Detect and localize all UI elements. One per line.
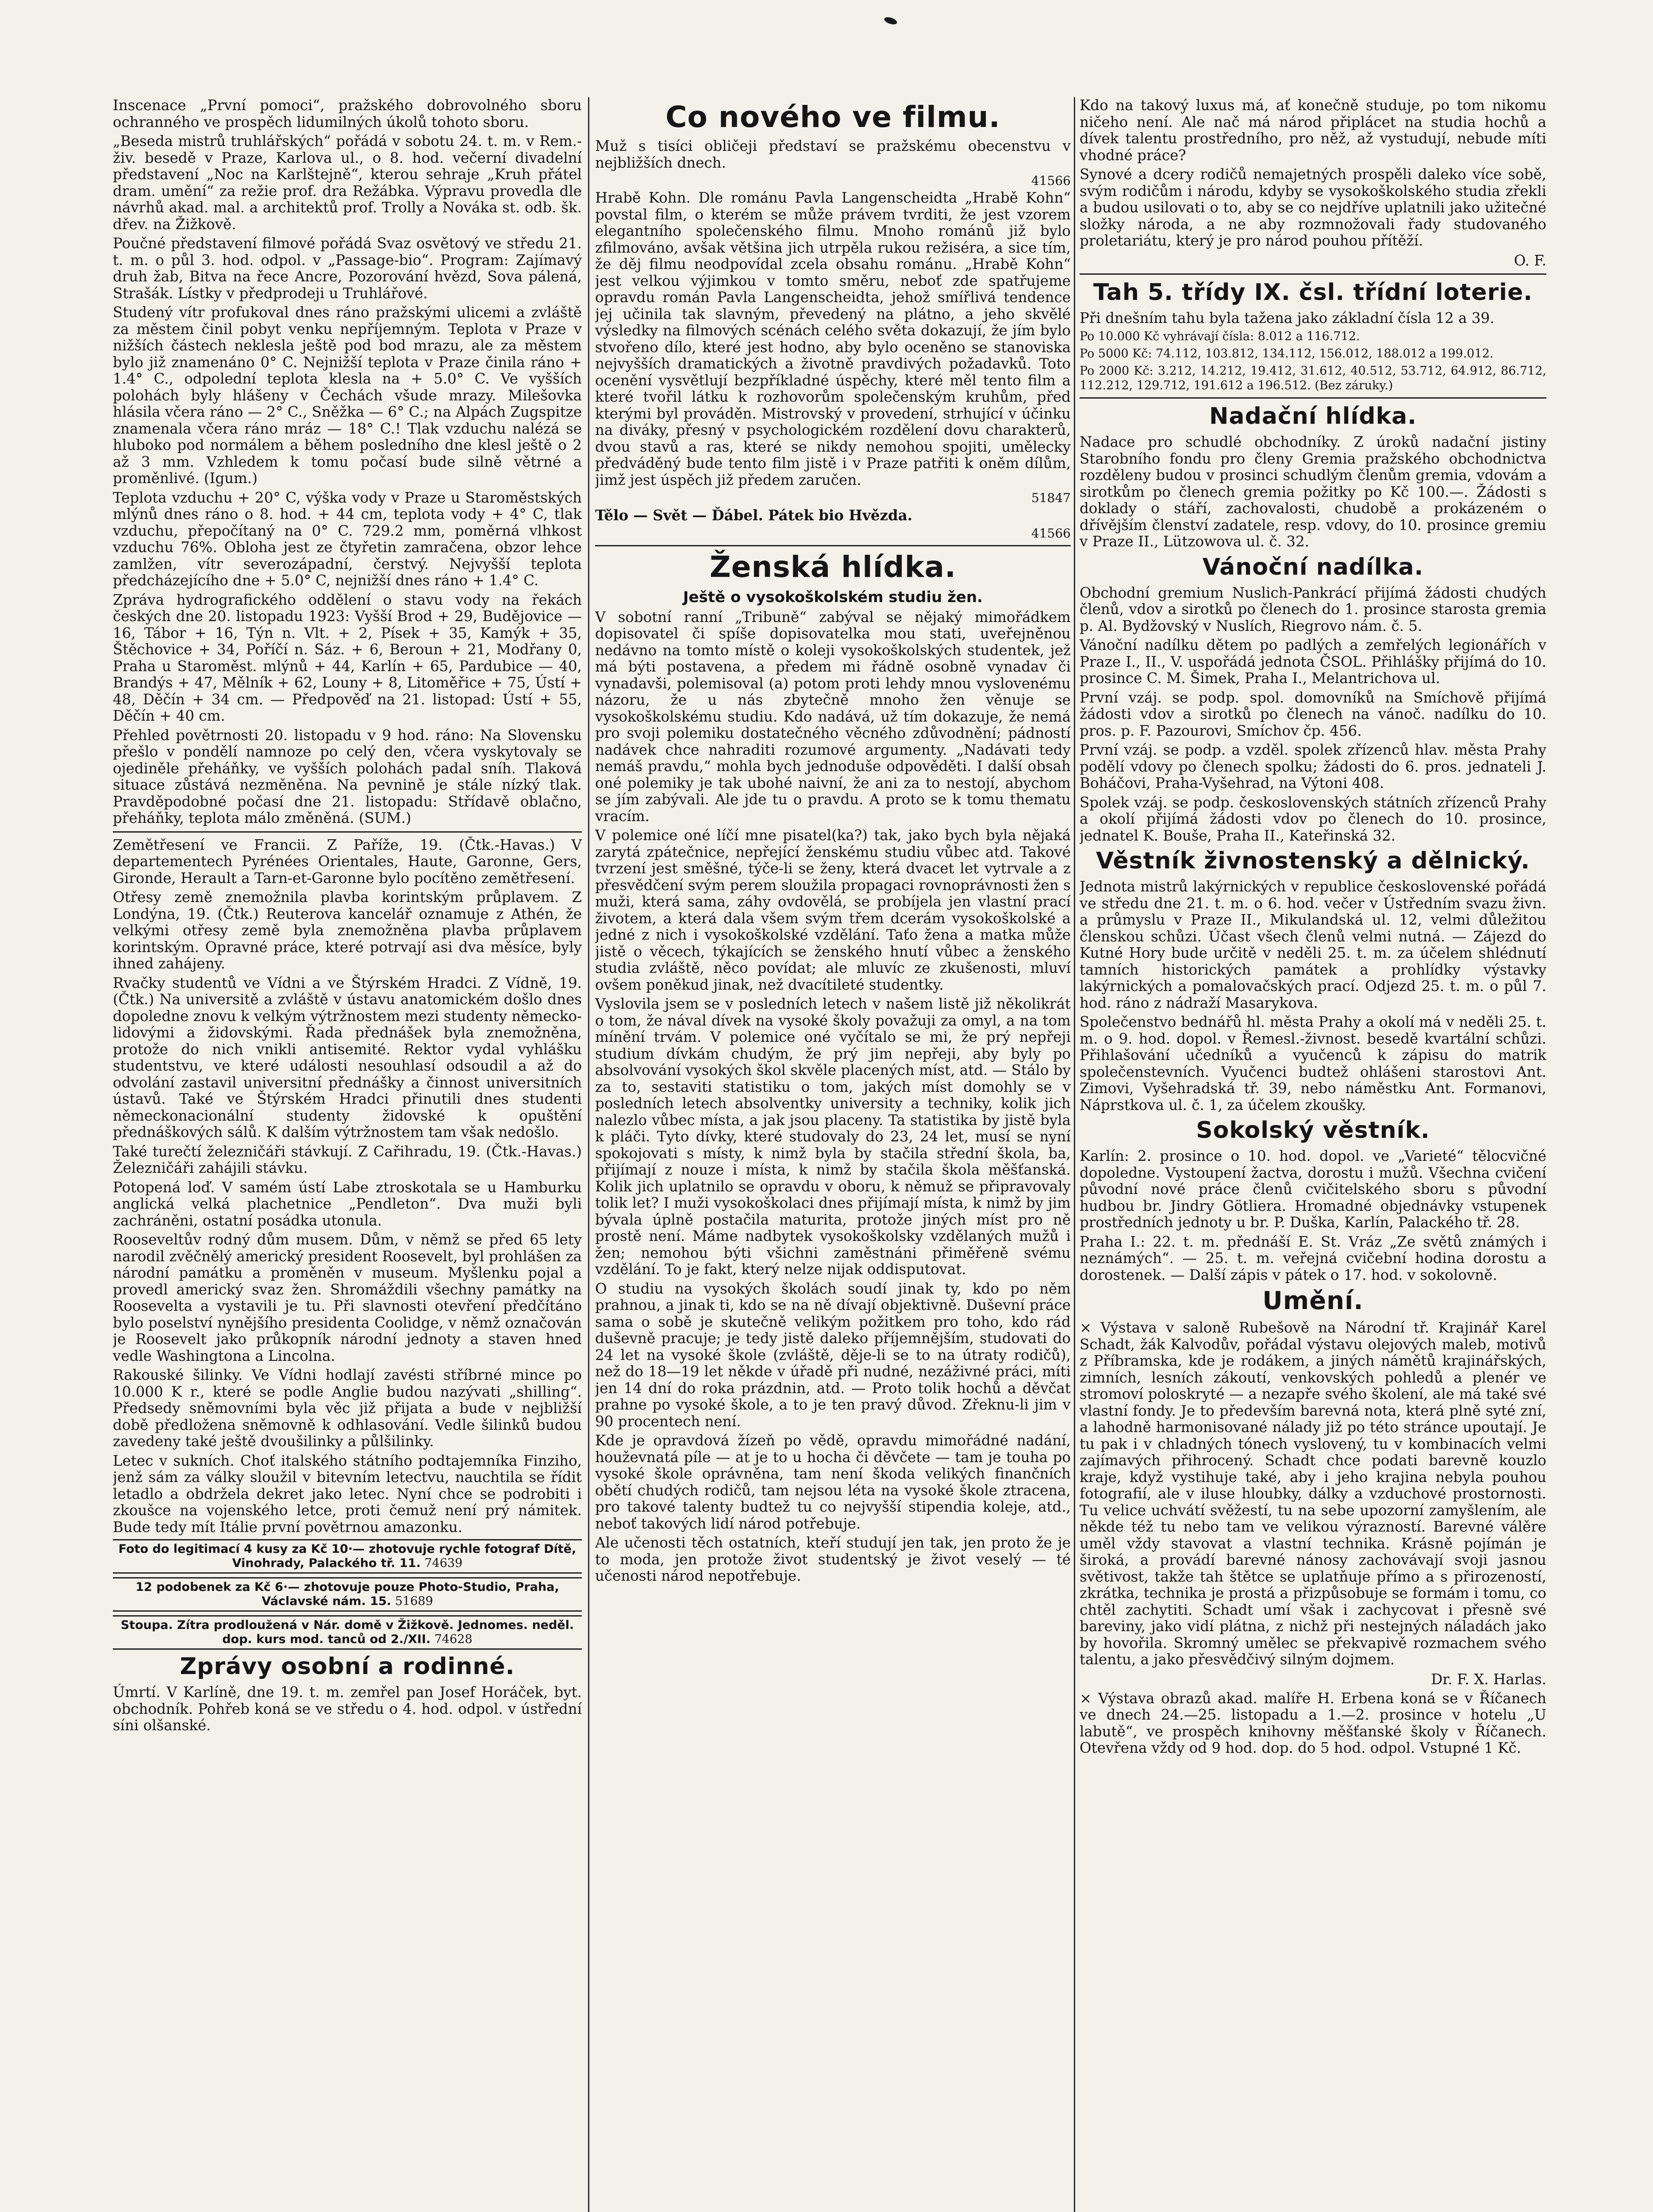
author-signature: O. F. (1514, 252, 1546, 269)
ad-number: 41566 (1031, 173, 1071, 188)
newspaper-page (113, 97, 1546, 2212)
foreign-news-item: Rakouské šilinky. Ve Vídni hodlají zavésti stříbrné mince po 10.000 K r., které se podle Anglie budou nazývati „shilling“. Předsedy sněmovními byla věc již přijata a bude v nejbližší době předložena sněmovně k odhlasování. Vedle šilinků budou zavedeny také ještě dvoušilinky a půlšilinky. (113, 1367, 582, 1450)
lottery-line: Po 10.000 Kč vyhrávají čísla: 8.012 a 116.712. (1080, 330, 1360, 343)
notice-paragraph: Teplota vzduchu + 20° C, výška vody v Praze u Staroměstských mlýnů dnes ráno o 8. hod. + 44 cm, teplota vody + 4° C, tlak vzduchu, přepočítaný na 0° C. 729.2 mm, poměrná vlhkost vzduchu 76%. Obloha jest ze čtyřetin zamračena, obzor lehce zamlžen, vítr severozápadní, čerstvý. Nejvyšší teplota předcházejícího dne + 5.0° C, nejnižší dnes ráno + 1.4° C. (113, 489, 582, 589)
section-heading-women: Ženská hlídka. (709, 549, 957, 584)
section-divider (1080, 273, 1546, 275)
article-paragraph: O studiu na vysokých školách soudí jinak ty, kdo po něm prahnou, a jinak ti, kdo se na ně dívají objektivně. Duševní práce sama o sobě je skutečně velikým požitkem pro toho, kdo rád duševně pracuje; je tedy jistě daleko příjemnějším, studovati do 24 let na vysoké škole (zvláště, děje-li se to na útraty rodičů), než do 18—19 let někde v úřadě při nudné, nezáživné práci, míti jen 14 dní do roka prázdnin, atd. — Proto tolik hochů a děvčat prahne po vysoké škole, a to je ten pravý důvod. Zřeknu-li jim v 90 procentech není. (595, 1280, 1071, 1430)
notice-paragraph: „Beseda mistrů truhlářských“ pořádá v sobotu 24. t. m. v Rem.-živ. besedě v Praze, Karlova ul., o 8. hod. večerní divadelní představení „Noc na Karlštejně“, kterou sehraje „Kruh přátel dram. umění“ za režie prof. dra Režábka. Výpravu provedla dle návrhů akad. mal. a architektů prof. Trolly a Nováka st. odb. šk. dřev. na Žižkově. (113, 133, 582, 233)
page-corner-mark (884, 16, 898, 26)
article-paragraph: V polemice oné líčí mne pisatel(ka?) tak, jako bych byla nějaká zarytá zpátečnice, nepřející ženskému studiu vůbec atd. Takové tvrzení jest směšné, týče-li se ženy, která dvacet let vytrvale a z přesvědčení svým perem sloužila propagaci rovnoprávnosti žen s muži, která sama, záhy ovdovělá, se probíjela jen vlastní prací životem, a která dala všem svým třem dcerám vysokoškolské a jedné z nich i vysokoškolské vzdělání. Taťo žena a matka může jistě o věcech, týkajících se ženského hnutí vůbec a ženského studia zvláště, něco povídat; ale mluvíc ze zkušenosti, mluví ovšem poněkud jinak, než dvacítileté studentky. (595, 827, 1071, 993)
classified-ad (113, 1539, 582, 1574)
section-heading-fund: Nadační hlídka. (1209, 403, 1417, 430)
ad-number: 51847 (1031, 491, 1071, 505)
article-paragraph: První vzáj. se podp. a vzděl. spolek zřízenců hlav. města Prahy podělí vdovy po členech spolku; žádosti do 6. pros. jednateli J. Boháčovi, Praha-Vyšehrad, na Výtoni 408. (1080, 741, 1546, 791)
section-heading-trade: Věstník živnostenský a dělnický. (1096, 848, 1530, 874)
ad-text: Stoupa. Zítra prodloužená v Nár. domě v Žižkově. Jednomes. neděl. dop. kurs mod. tanců od 2./XII. (120, 1618, 574, 1646)
article-subheading: Ještě o vysokoškolském studiu žen. (683, 588, 983, 606)
article-paragraph: Vyslovila jsem se v posledních letech v našem listě již několikrát o tom, že nával dívek na vysoké školy považuji za omyl, a na tom mínění trvám. V polemice oné vyčítalo se mi, že prý nepřeji studium dívkám chudým, že prý jim nepřeji, aby byly po absolvování vysokých škol skvěle placených míst, atd. — Stálo by za to, sestaviti statistiku o tom, jakých míst domohly se v posledních letech absolventky university a techniky, kolik jich nalezlo vůbec místa, a jak jsou placeny. Ta statistika by jistě byla k pláči. Tyto dívky, které studovaly do 23, 24 let, musí se nyní spokojovati s místy, k nimž byla by stačila střední škola, ba, přijímají z nouze i místa, k nimž by stačila škola měšťanská. Kolik jich uplatnilo se opravdu v oboru, k němuž se připravovaly tolik let? I muži vysokoškolaci dnes přijímají místa, k nimž by jim bývala úplně postačila maturita, protože jiných míst pro ně prostě není. Máme nadbytek vysokoškolsky vzdělaných mužů i žen; nemohou býti všichni zaměstnáni přiměřeně svému vzdělání. To je fakt, který nelze nijak oddisputovat. (595, 995, 1071, 1278)
film-item: Tělo — Svět — Ďábel. Pátek bio Hvězda. (595, 507, 913, 524)
article-paragraph: Ale učenosti těch ostatních, kteří studují jen tak, jen proto že je to moda, jen protože život studentský je život veselý — té učenosti národ nepotřebuje. (595, 1534, 1071, 1584)
article-paragraph: Nadace pro schudlé obchodníky. Z úroků nadační jistiny Starobního fondu pro členy Gremia pražského obchodnictva rozděleny budou v prosinci schudlým členům gremia, vdovám a sirotkům po členech gremia požitky po Kč 100.—. Žádosti s doklady o stáří, zachovalosti, chudobě a prokázeném o dřívějším členství zadatele, resp. vdovy, do 10. prosince gremiu v Praze II., Lützowova ul. č. 32. (1080, 434, 1546, 550)
foreign-news-item: Také turečtí železničáři stávkují. Z Cařihradu, 19. (Čtk.-Havas.) Železničáři zahájili stávku. (113, 1143, 582, 1176)
column-left (113, 97, 582, 2212)
article-paragraph: Praha I.: 22. t. m. přednáší E. St. Vráz „Ze světů známých i neznámých“. — 25. t. m. veřejná cvičební hodina dorostu a dorostenek. — Další zápis v pátek o 17. hod. v sokolovně. (1080, 1233, 1546, 1283)
film-item: Muž s tisíci obličeji představí se pražskému obecenstvu v nejbližších dnech. (595, 138, 1071, 171)
section-heading-art: Umění. (1262, 1286, 1364, 1315)
section-heading-lottery: Tah 5. třídy IX. čsl. třídní loterie. (1093, 279, 1533, 306)
foreign-news-item: Letec v sukních. Choť italského státního podtajemníka Finziho, jenž sám za války sloužil v bitevním letectvu, nauchtila se řídit letadlo a obdržela dekret jako letec. Nyní chce se podrobiti i zkoušce na vojenského letce, proti čemuž není prý námitek. Bude tedy mít Itálie první povětrnou amazonku. (113, 1452, 582, 1536)
column-rule (1074, 97, 1075, 2212)
lottery-intro: Při dnešním tahu byla tažena jako základní čísla 12 a 39. (1080, 309, 1495, 326)
article-paragraph: Synové a dcery rodičů nemajetných prospěli daleko více sobě, svým rodičům i národu, kdyby se vysokoškolského studia zřekli a budou usilovati o to, aby se co nejdříve uplatnili jako užitečné složky národa, a ne aby rozmnožovali řady studovaného proletariátu, který je pro národ pouhou přítěží. (1080, 166, 1546, 249)
section-divider (113, 831, 582, 833)
ad-number: 74628 (434, 1632, 473, 1646)
article-paragraph: Společenstvo bednářů hl. města Prahy a okolí má v neděli 25. t. m. o 9. hod. dopol. v Řemesl.-živnost. besedě kvartální schůzi. Přihlašování učedníků a vyučenců k zápisu do matrik společenstevních. Vyučenci budtež ohlášeni starostovi Ant. Zimovi, Vyšehradská tř. 39, nebo náměstku Ant. Formanovi, Náprstkova ul. č. 1, za účelem zkoušky. (1080, 1014, 1546, 1114)
column-middle (595, 97, 1071, 2212)
article-paragraph: V sobotní ranní „Tribuně“ zabýval se nějaký mimořádkem dopisovatel či spíše dopisovatelka mou stati, uveřejněnou nedávno na tomto místě o koleji vysokoškolských studentek, jež má býti postavena, a předem mi řádně osobně vynadav či vynadavši, polemisoval (a) potom proti lehdy mnou vyslovenému názoru, že u nás zbytečně mnoho žen věnuje se vysokoškolskému studiu. Kdo nadává, už tím dokazuje, že nemá pro svoji polemiku dostatečného věcného zdůvodnění; pádností nadávek chce nahraditi rozumové argumenty. „Nadávati tedy nemáš pravdu,“ mohla bych jednoduše odpověděti. I další obsah oné polemiky je tak ubohé naivní, že ani za to nestojí, abychom se jím zabývali. Ale jde tu o pravdu. A proto se k tomu thematu vracím. (595, 608, 1071, 825)
foreign-news-item: Rvačky studentů ve Vídni a ve Štýrském Hradci. Z Vídně, 19. (Čtk.) Na universitě a zvláště v ústavu anatomickém došlo dnes dopoledne znovu k velkým výtržnostem mezi studenty německo-lidovými a židovskými. Řada přednášek byla znemožněna, protože do nich vnikli antisemité. Rektor vydal vyhlášku studentstvu, ve které události nesouhlasí odsoudil a až do odvolání zastavil universitní přednášky a činnost universitních ústavů. Také ve Štýrském Hradci přinutili dnes studenti německonacionální studenty židovské k opuštění přednáškových sálů. K dalším výtržnostem tam však nedošlo. (113, 974, 582, 1141)
article-paragraph: Obchodní gremium Nuslich-Pankrácí přijímá žádosti chudých členů, vdov a sirotků po členech do 1. prosince starosta gremia p. Al. Bydžovský v Nuslích, Riegrovo nám. č. 5. (1080, 584, 1546, 634)
section-heading-personal: Zprávy osobní a rodinné. (180, 1653, 515, 1680)
article-paragraph: × Výstava obrazů akad. malíře H. Erbena koná se v Říčanech ve dnech 24.—25. listopadu a 1.—2. prosince v hotelu „U labutě“, ve prospěch knihovny měšťanské školy v Říčanech. Otevřena vždy od 9 hod. dop. do 5 hod. odpol. Vstupné 1 Kč. (1080, 1690, 1546, 1756)
section-heading-sokol: Sokolský věstník. (1196, 1117, 1430, 1144)
ad-text: Foto do legitimací 4 kusy za Kč 10·— zhotovuje rychle fotograf Dítě, Vinohrady, Palackého tř. 11. (118, 1542, 577, 1570)
article-paragraph: První vzáj. se podp. spol. domovníků na Smíchově přijímá žádosti vdov a sirotků po členech na vánoč. nadílku do 10. pros. p. F. Pazourovi, Smíchov čp. 456. (1080, 689, 1546, 739)
article-paragraph: Jednota mistrů lakýrnických v republice československé pořádá ve středu dne 21. t. m. o 6. hod. večer v Ústředním svazu živn. a průmyslu v Praze II., Mikulandská ul. 12, velmi důležitou členskou schůzi. Účast všech členů velmi nutná. — Zájezd do Kutné Hory bude určitě v neděli 25. t. m. za účelem shlédnutí tamních historických památek a prohlídky výstavky lakýrnických a pomalovačských prací. Odjezd 25. t. m. o půl 7. hod. ráno z nádraží Masarykova. (1080, 878, 1546, 1011)
ad-text: 12 podobenek za Kč 6·— zhotovuje pouze Photo-Studio, Praha, Václavské nám. 15. (135, 1580, 559, 1608)
foreign-news-item: Potopená loď. V samém ústí Labe ztroskotala se u Hamburku anglická velká plachetnice „Pendleton“. Dva muži byli zachráněni, ostatní posádka utonula. (113, 1179, 582, 1229)
classified-ad (113, 1577, 582, 1612)
article-paragraph: Spolek vzáj. se podp. československých státních zřízenců Prahy a okolí přijímá žádosti vdov po členech do 10. prosince, jednatel K. Bouše, Praha II., Kateřinská 32. (1080, 794, 1546, 844)
column-rule (588, 97, 589, 2212)
classified-ad (113, 1615, 582, 1650)
film-item: Hrabě Kohn. Dle románu Pavla Langenscheidta „Hrabě Kohn“ povstal film, o kterém se může právem tvrditi, že jest vzorem elegantního společenského filmu. Mnoho románů již bylo zfilmováno, avšak většina jich utrpěla rukou režiséra, a sice tím, že děj filmu neodpovídal zcela obsahu románu. „Hrabě Kohn“ jest velkou výjimkou v tomto směru, neboť zde spatřujeme opravdu román Pavla Langenscheidta, jehož smířlivá tendence jej učinila tak slavným, převedený na plátno, a jeho skvělé výsledky na filmových scénách celého světa dokazují, že jím bylo stvořeno dílo, které jest hodno, aby bylo oceněno se stanoviska nejvyšších dramatických a životně pravdivých požadavků. Toto ocenění vysvětlují bezpříkladné úspěchy, které měl tento film a které tvořil látku k rozhovorům společenským kruhům, před kterými byl prováděn. Mistrovský v provedení, strhující v účinku na diváky, přesný v psychologickém rozdělení dovu charakterů, dvou stavů a ras, které se nikdy nemohou spojiti, umělecky předváděný bude tento film jistě i v Praze patřiti k oněm dílům, jimž jest úspěch již předem zaručen. (595, 189, 1071, 488)
foreign-news-item: Zemětřesení ve Francii. Z Paříže, 19. (Čtk.-Havas.) V departementech Pyrénées Orientales, Haute, Garonne, Gers, Gironde, Herault a Tarn-et-Garonne bylo pocítěno zemětřesení. (113, 836, 582, 887)
notice-paragraph: Poučné představení filmové pořádá Svaz osvětový ve středu 21. t. m. o půl 3. hod. odpol. v „Passage-bio“. Program: Zajímavý druh žab, Bitva na řece Ancre, Pozorování hvězd, Sova pálená, Strašák. Lístky v předprodeji u Truhlářové. (113, 235, 582, 302)
lottery-line: Po 5000 Kč: 74.112, 103.812, 134.112, 156.012, 188.012 a 199.012. (1080, 347, 1494, 361)
lottery-line: Po 2000 Kč: 3.212, 14.212, 19.412, 31.612, 40.512, 53.712, 64.912, 86.712, 112.212, 129.712, 191.612 a 196.512. (Bez záruky.) (1080, 364, 1546, 392)
notice-paragraph: Přehled povětrnosti 20. listopadu v 9 hod. ráno: Na Slovensku přešlo v pondělí namnoze po celý den, včera vyskytovaly se ojediněle přeháňky, ve vyšších polohách padal sníh. Tlaková situace zůstává nezměněna. Na pevnině je stále nízký tlak. Pravděpodobné počasí dne 21. listopadu: Střídavě oblačno, přeháňky, teplota málo změněná. (SUM.) (113, 726, 582, 826)
article-paragraph: Vánoční nadílku dětem po padlých a zemřelých legionářích v Praze I., II., V. uspořádá jednota ČSOL. Přihlášky přijímá do 10. prosince C. M. Šimek, Praha I., Melantrichova ul. (1080, 637, 1546, 687)
notice-paragraph: Studený vítr profukoval dnes ráno pražskými ulicemi a zvláště za městem činil pobyt venku nepříjemným. Teplota v Praze v nižších částech neklesla ještě pod bod mrazu, ale za městem bylo již znamenáno 0° C. Nejnižší teplota v Praze činila ráno + 1.4° C., odpolední teplota klesla na + 5.0° C. Ve vyšších polohách byly hlášeny v Čechách všude mrazy. Milešovka hlásila včera ráno — 2° C., Sněžka — 6° C.; na Alpách Zugspitze znamenala včera ráno mráz — 18° C.! Tlak vzduchu nalézá se hluboko pod normálem a během posledního dne klesl ještě o 2 až 3 mm. Vzhledem k tomu počasí bude silně větrné a proměnlivé. (Igum.) (113, 304, 582, 487)
ad-number: 41566 (1031, 526, 1071, 541)
foreign-news-item: Otřesy země znemožnila plavba korintským průplavem. Z Londýna, 19. (Čtk.) Reuterova kancelář oznamuje z Athén, že velkými otřesy země byla znemožněna plavba průplavem korintským. Opravné práce, které potrvají asi dva měsíce, byly ihned zahájeny. (113, 889, 582, 972)
section-divider (1080, 397, 1546, 399)
article-paragraph: × Výstava v saloně Rubešově na Národní tř. Krajinář Karel Schadt, žák Kalvodův, pořádal výstavu olejových maleb, motivů z Příbramska, kde je rodákem, a jiných námětů krajinářských, zimních, lesních zákoutí, venkovských pohledů a plenér ve stromoví poloskryté — a nezapře svého školení, ale má také své vlastní fondy. Je to především barevná nota, která plně syté zní, a lahodně harmonisované nálady již po této stránce upoutají. Je tu pak i v chladných tónech vyslovený, tu v kombinacích velmi zajímavých přihrocený. Schadt chce podati barevně kouzlo kraje, když vystihuje také, aby i jeho krajina nebyla pouhou fotografií, ale v iluse hloubky, dálky a vzduchové prostornosti. Tu velice uchvátí svěžestí, tu na sebe upozorní zamyšlením, ale někde též tu nebo tam ve velikou výrazností. Barevné válěre uměl vždy stavovat a vlastní technika. Krásně pojímán je široká, a provádí barevné nánosy zachovávají svoji jasnou světivost, takže tah štětce se uplatňuje přímo a s přirozeností, zkrátka, technika je prostá a přizpůsobuje se formám i tomu, co chtěl zachytiti. Schadt umí však i zachycovat i přesně své bareviny, jako vidí plátna, z nichž při nestejných náladách jako by hovořila. Skromný umělec se překvapivě rozmachem svého talentu, a jako přesvědčivý silným dojmem. (1080, 1319, 1546, 1668)
article-paragraph: Kdo na takový luxus má, ať konečně studuje, po tom nikomu ničeho není. Ale nač má národ připlácet na studia hochů a dívek talentu prostředního, pro něž, až vystudují, nebude míti vhodné práce? (1080, 97, 1546, 164)
ad-number: 51689 (395, 1594, 433, 1608)
section-heading-xmas: Vánoční nadílka. (1202, 553, 1424, 580)
notice-paragraph: Zpráva hydrografického oddělení o stavu vody na řekách českých dne 20. listopadu 1923: Vyšší Brod + 29, Budějovice — 16, Tábor + 16, Týn n. Vlt. + 2, Písek + 35, Kamýk + 35, Štěchovice + 34, Poříčí n. Sáz. + 6, Beroun + 21, Modřany 0, Praha u Staroměst. mlýnů + 44, Karlín + 65, Pardubice — 40, Brandýs + 47, Mělník + 62, Louny + 8, Litoměřice + 75, Ústí + 48, Děčín + 34 cm. — Předpověď na 21. listopad: Ústí + 55, Děčín + 40 cm. (113, 591, 582, 724)
section-heading-film: Co nového ve filmu. (665, 100, 1000, 134)
foreign-news-item: Rooseveltův rodný dům musem. Dům, v němž se před 65 lety narodil zvěčnělý americký president Roosevelt, byl prohlášen za národní památku a proměněn v museum. Myšlenku pojal a provedl americký svaz žen. Shromáždili všechny památky na Roosevelta a vystavili je tu. Při slavnosti otevření předčítáno bylo poselství nynějšího presidenta Coolidge, v němž označován je Roosevelt jako průkopník národní jednoty a staven hned vedle Washingtona a Lincolna. (113, 1231, 582, 1364)
author-signature: Dr. F. X. Harlas. (1431, 1671, 1546, 1688)
personal-news: Úmrtí. V Karlíně, dne 19. t. m. zemřel pan Josef Horáček, byt. obchodník. Pohřeb koná se ve středu o 4. hod. odpol. v ústřední síni olšanské. (113, 1684, 582, 1734)
ad-number: 74639 (424, 1556, 463, 1570)
article-paragraph: Kde je opravdová žízeň po vědě, opravdu mimořádné nadání, houževnatá píle — at je to u hocha či děvčete — tam je touha po vysoké škole oprávněna, tam není škoda velikých finančních obětí chudých rodičů, tam nejsou léta na vysoké škole ztracena, pro takové talenty budtež tu co nejvyšší stipendia koleje, atd., neboť takových lidí národ potřebuje. (595, 1432, 1071, 1532)
notice-paragraph: Inscenace „První pomoci“, pražského dobrovolného sboru ochranného ve prospěch lidumilných úkolů tohoto sboru. (113, 97, 582, 131)
section-divider (595, 545, 1071, 546)
article-paragraph: Karlín: 2. prosince o 10. hod. dopol. ve „Varieté“ tělocvičné dopoledne. Vystoupení žactva, dorostu i mužů. Všechna cvičení původní nové práce členů cvičitelského sboru s původní hudbou br. Jindry Götliera. Hromadné objednávky vstupenek prostředních jednoty u br. P. Duška, Karlín, Palackého tř. 28. (1080, 1148, 1546, 1231)
column-right (1080, 97, 1546, 2212)
